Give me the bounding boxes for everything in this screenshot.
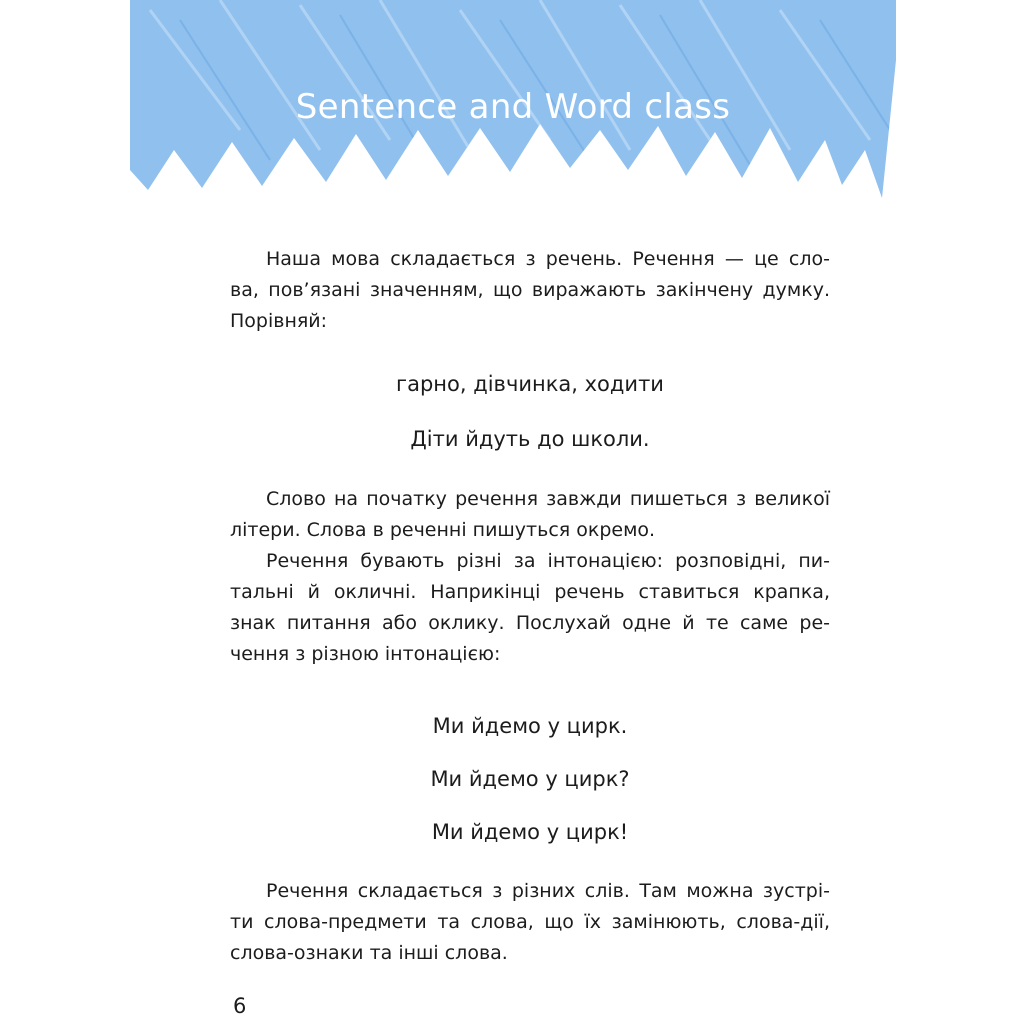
paragraph-capitalization [230,484,830,546]
paragraph-line: Слово на початку речення завжди пишеться з великої [266,488,830,510]
paragraph-line: знак питання або оклику. Послухай одне й те саме ре- [230,612,830,634]
paragraph-line: Речення бувають різні за інтонацією: розповідні, пи- [266,550,830,572]
paragraph-line: Порівняй: [230,310,328,332]
example-sentence: Діти йдуть до школи. [410,427,650,451]
paragraph-line: слова-ознаки та інші слова. [230,942,508,964]
example-exclamatory: Ми йдемо у цирк! [431,820,629,844]
paragraph-line: літери. Слова в реченні пишуться окремо. [230,519,656,541]
paragraph-line: тальні й окличні. Наприкінці речень ставиться крапка, [230,581,830,603]
paragraph-line: чення з різною інтонацією: [230,643,501,665]
paragraph-line: Речення складається з різних слів. Там можна зустрі- [266,880,830,902]
paragraph-intro [230,244,830,337]
example-words: гарно, дівчинка, ходити [396,372,664,396]
paragraph-word-classes [230,876,830,969]
title-banner [130,0,896,198]
paragraph-line: ва, пов’язані значенням, що виражають закінчену думку. [230,279,830,301]
example-declarative: Ми йдемо у цирк. [432,714,628,738]
example-interrogative: Ми йдемо у цирк? [430,767,630,791]
paragraph-line: Наша мова складається з речень. Речення — це сло- [266,248,830,270]
paragraph-intonation [230,546,830,670]
page-number: 6 [233,994,247,1018]
page-title: Sentence and Word class [295,87,731,127]
paragraph-line: ти слова-предмети та слова, що їх замінюють, слова-дії, [230,911,830,933]
